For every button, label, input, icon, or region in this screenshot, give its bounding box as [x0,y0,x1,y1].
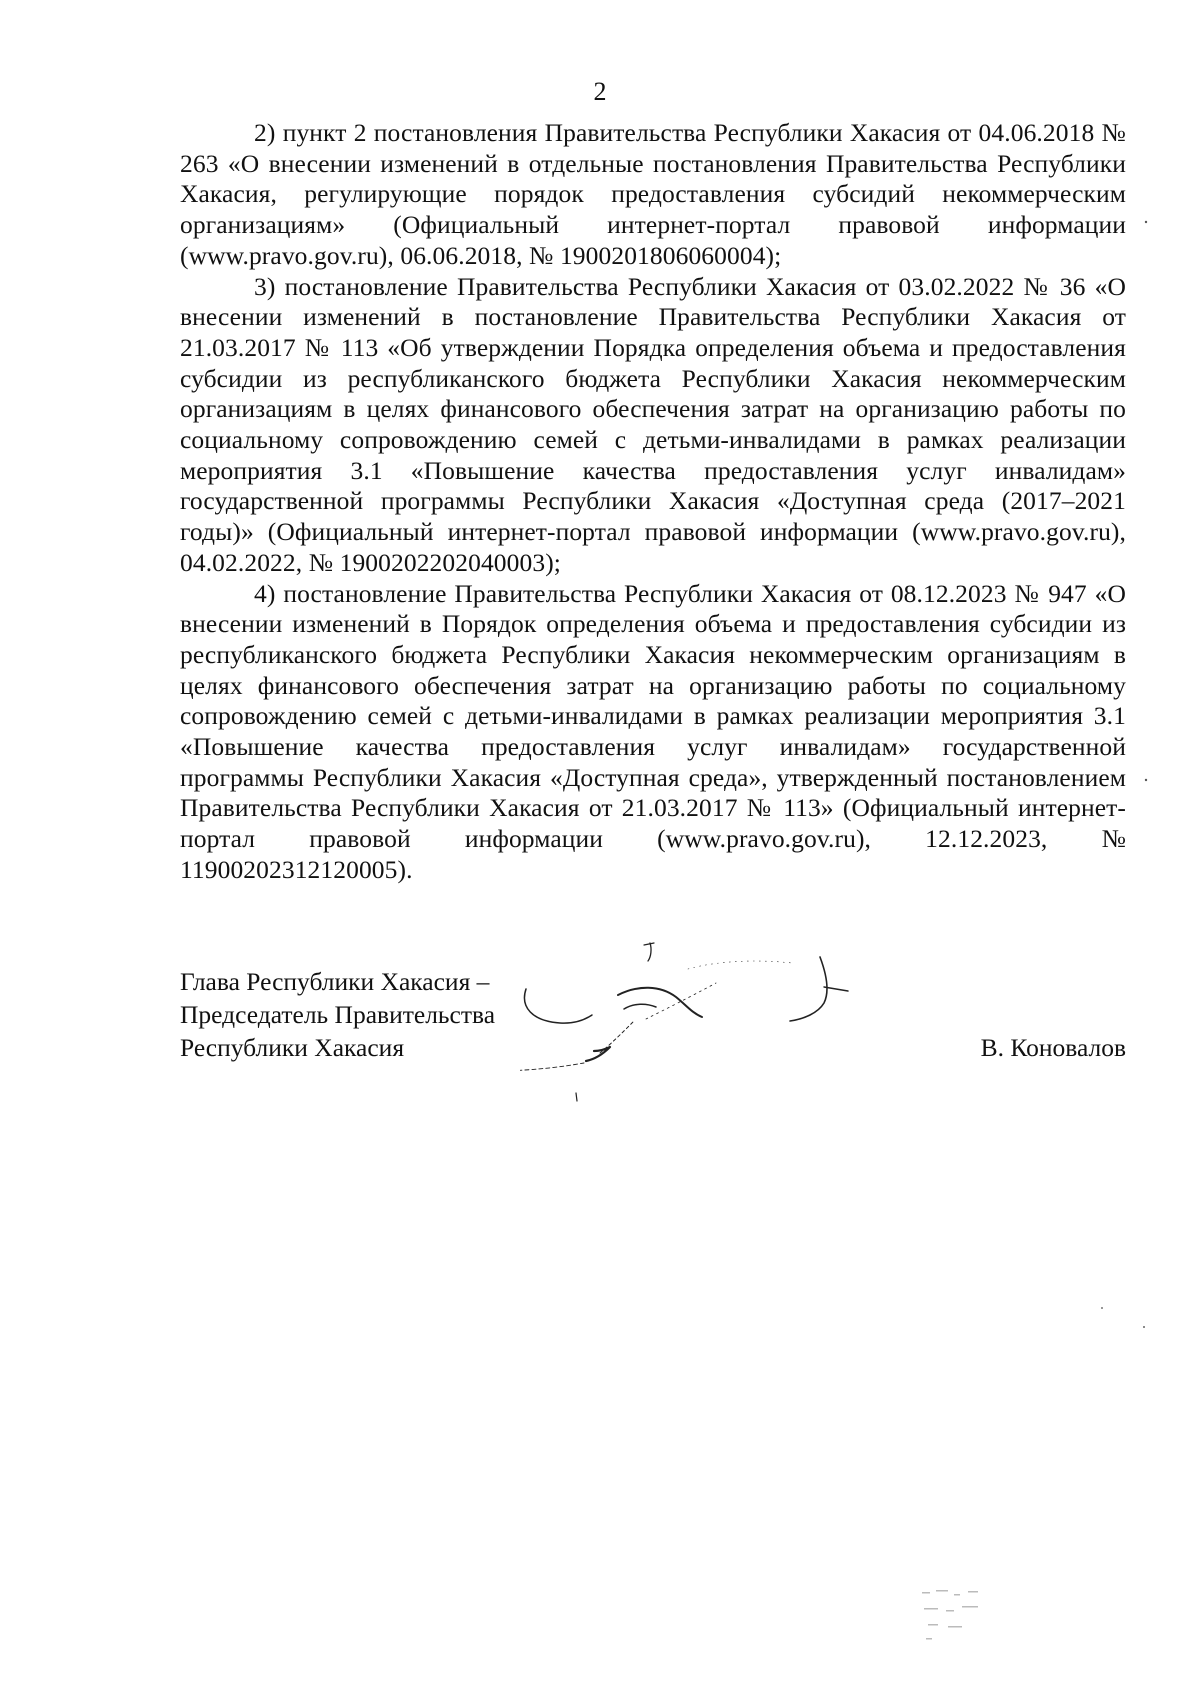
handwritten-signature [520,905,920,1105]
list-item-2: 2) пункт 2 постановления Правительства Республики Хакасия от 04.06.2018 № 263 «О внесении изменений в отдельные постановления Правительства Республики Хакасия, регулирующие порядок предоставления субсидий некоммерческим организациям» (Официальный интернет-портал правовой информации (www.pravo.gov.ru), 06.06.2018, № 1900201806060004); [180,118,1126,270]
document-body [180,118,1126,886]
signatory-title-line-1: Глава Республики Хакасия – [180,967,490,996]
scan-speck [1140,1323,1148,1331]
signatory-title-line-3: Республики Хакасия [180,1033,405,1062]
scan-speck [1142,776,1150,784]
list-item-4: 4) постановление Правительства Республики Хакасия от 08.12.2023 № 947 «О внесении изменений в Порядок определения объема и предоставления субсидии из республиканского бюджета Республики Хакасия некоммерческим организациям в целях финансового обеспечения затрат на организацию работы по социальному сопровождению семей с детьми-инвалидами в рамках реализации мероприятия 3.1 «Повышение качества предоставления услуг инвалидам» государственной программы Республики Хакасия «Доступная среда», утвержденный постановлением Правительства Республики Хакасия от 21.03.2017 № 113» (Официальный интернет-портал правовой информации (www.pravo.gov.ru), 12.12.2023, № 11900202312120005). [180,578,1126,884]
signatory-title [180,965,495,1064]
signatory-title-line-2: Председатель Правительства [180,1000,496,1029]
list-item-3: 3) постановление Правительства Республики Хакасия от 03.02.2022 № 36 «О внесении изменений в постановление Правительства Республики Хакасия от 21.03.2017 № 113 «Об утверждении Порядка определения объема и предоставления субсидии из республиканского бюджета Республики Хакасия некоммерческим организациям в целях финансового обеспечения затрат на организацию работы по социальному сопровождению семей с детьми-инвалидами в рамках реализации мероприятия 3.1 «Повышение качества предоставления услуг инвалидам» государственной программы Республики Хакасия «Доступная среда (2017–2021 годы)» (Официальный интернет-портал правовой информации (www.pravo.gov.ru), 04.02.2022, № 1900202202040003); [180,271,1126,577]
scan-speck [1098,1304,1106,1312]
scan-speck [1142,218,1150,226]
scan-noise [918,1586,988,1646]
page-number: 2 [593,77,607,106]
signatory-name: В. Коновалов [980,1033,1126,1062]
